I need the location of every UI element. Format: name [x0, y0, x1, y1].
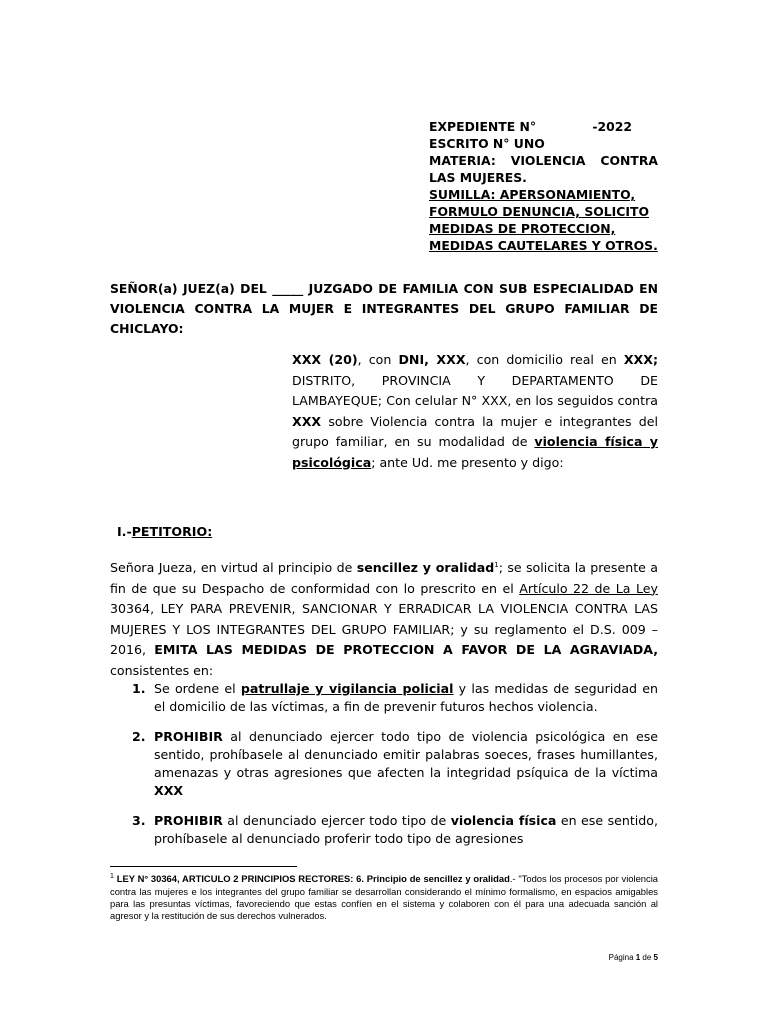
intro-text: , con	[357, 352, 399, 367]
list-item-text: al denunciado ejercer todo tipo de violencia psicológica en ese sentido, prohíbasele al denunciado emitir palabras soeces, frases humillantes, amenazas y otras agresiones que afecten la integridad psíquica de la víctima	[154, 729, 658, 780]
list-item-emphasis: XXX	[154, 783, 184, 798]
article-reference: Artículo 22 de La Ley	[519, 580, 658, 596]
page-number-of: de	[640, 953, 654, 962]
materia-line-1: MATERIA: VIOLENCIA CONTRA	[429, 153, 658, 168]
intro-text: ; ante Ud. me presento y digo:	[371, 454, 564, 470]
protection-request: EMITA LAS MEDIDAS DE PROTECCION A FAVOR DE LA AGRAVIADA,	[154, 642, 658, 658]
footnote-separator	[110, 866, 297, 867]
page-number-total: 5	[653, 953, 658, 962]
section-title: PETITORIO:	[131, 524, 213, 539]
page-number-label: Página	[608, 953, 636, 962]
materia-line-2: LAS MUJERES.	[429, 170, 527, 185]
plaintiff-dni: DNI, XXX	[398, 352, 466, 367]
intro-text: , con domicilio real en	[465, 352, 624, 367]
footnote-reference: 1	[494, 561, 499, 569]
principle-name: sencillez y oralidad	[356, 560, 495, 576]
list-item-emphasis: violencia física	[450, 813, 557, 828]
plaintiff-address: XXX;	[623, 352, 658, 367]
list-item	[110, 812, 658, 848]
court-addressee: SEÑOR(a) JUEZ(a) DEL _____ JUZGADO DE FAMILIA CON SUB ESPECIALIDAD EN VIOLENCIA CONTRA LA MUJER E INTEGRANTES DEL GRUPO FAMILIAR DE CHICLAYO:	[110, 281, 658, 336]
list-item-text: en ese sentido, prohíbasele al denunciado proferir todo tipo de agresiones	[154, 813, 658, 846]
footnote-mark: 1	[110, 873, 114, 880]
case-header	[429, 118, 658, 254]
petitorio-text: Señora Jueza, en virtud al principio de	[110, 560, 357, 576]
list-item-lead: PROHIBIR	[154, 813, 223, 828]
footnote-lead: LEY N° 30364, ARTICULO 2 PRINCIPIOS RECTORES: 6. Principio de sencillez y oralidad	[113, 873, 510, 885]
sumilla-line-2: FORMULO DENUNCIA, SOLICITO	[429, 204, 649, 219]
plaintiff-introduction	[292, 350, 658, 473]
petitorio-text: 30364, LEY PARA PREVENIR, SANCIONAR Y ERRADICAR LA VIOLENCIA CONTRA LAS MUJERES Y LOS INTEGRANTES DEL GRUPO FAMILIAR; y su reglamento el D.S. 009 – 2016,	[110, 601, 658, 658]
expediente-line	[429, 118, 658, 135]
petitorio-paragraph	[110, 555, 658, 681]
intro-text: sobre Violencia contra la mujer e integrantes del grupo familiar, en su modalidad de	[292, 413, 658, 449]
defendant-name: XXX	[292, 413, 322, 429]
list-item-text: al denunciado ejercer todo tipo de	[222, 813, 451, 828]
expediente-label: EXPEDIENTE N°	[429, 119, 537, 134]
sumilla-line-1: SUMILLA: APERSONAMIENTO,	[429, 187, 636, 202]
page-number	[600, 953, 658, 962]
section-heading	[117, 524, 212, 539]
list-item-number: 3.	[132, 813, 146, 828]
protection-measures-list	[110, 680, 658, 848]
sumilla-line-3: MEDIDAS DE PROTECCION,	[429, 221, 616, 236]
list-item-text: y las medidas de seguridad en el domicilio de las víctimas, a fin de prevenir futuros hechos violencia.	[154, 681, 659, 714]
list-item-text: Se ordene el	[154, 681, 241, 696]
petitorio-text: ; se solicita la presente a fin de que su Despacho de conformidad con lo prescrito en el	[110, 560, 658, 596]
list-item-lead: PROHIBIR	[154, 729, 223, 744]
section-prefix: I.-	[117, 524, 132, 539]
intro-text: DISTRITO, PROVINCIA Y DEPARTAMENTO DE LAMBAYEQUE; Con celular N° XXX, en los seguidos contra	[292, 372, 658, 408]
violence-modality: violencia física y psicológica	[292, 434, 658, 470]
page-number-current: 1	[635, 953, 641, 962]
sumilla-line-4: MEDIDAS CAUTELARES Y OTROS.	[429, 238, 658, 253]
list-item	[110, 728, 658, 800]
list-item	[110, 680, 658, 716]
list-item-number: 1.	[132, 681, 146, 696]
plaintiff-name: XXX (20)	[292, 352, 358, 367]
escrito-line: ESCRITO N° UNO	[429, 136, 545, 151]
footnote	[110, 871, 658, 923]
expediente-year: -2022	[592, 119, 632, 134]
list-item-emphasis: patrullaje y vigilancia policial	[240, 681, 454, 696]
footnote-text: .- "Todos los procesos por violencia contra las mujeres e los integrantes del grupo familiar se desarrollan considerando el mínimo formalismo, en espacios amigables para las presuntas víctimas, favoreciendo que estas confíen en el sistema y colaboren con él para una adecuada sanción al agresor y la restitución de sus derechos vulnerados.	[110, 873, 658, 922]
list-item-number: 2.	[132, 729, 146, 744]
petitorio-text: consistentes en:	[110, 662, 214, 678]
